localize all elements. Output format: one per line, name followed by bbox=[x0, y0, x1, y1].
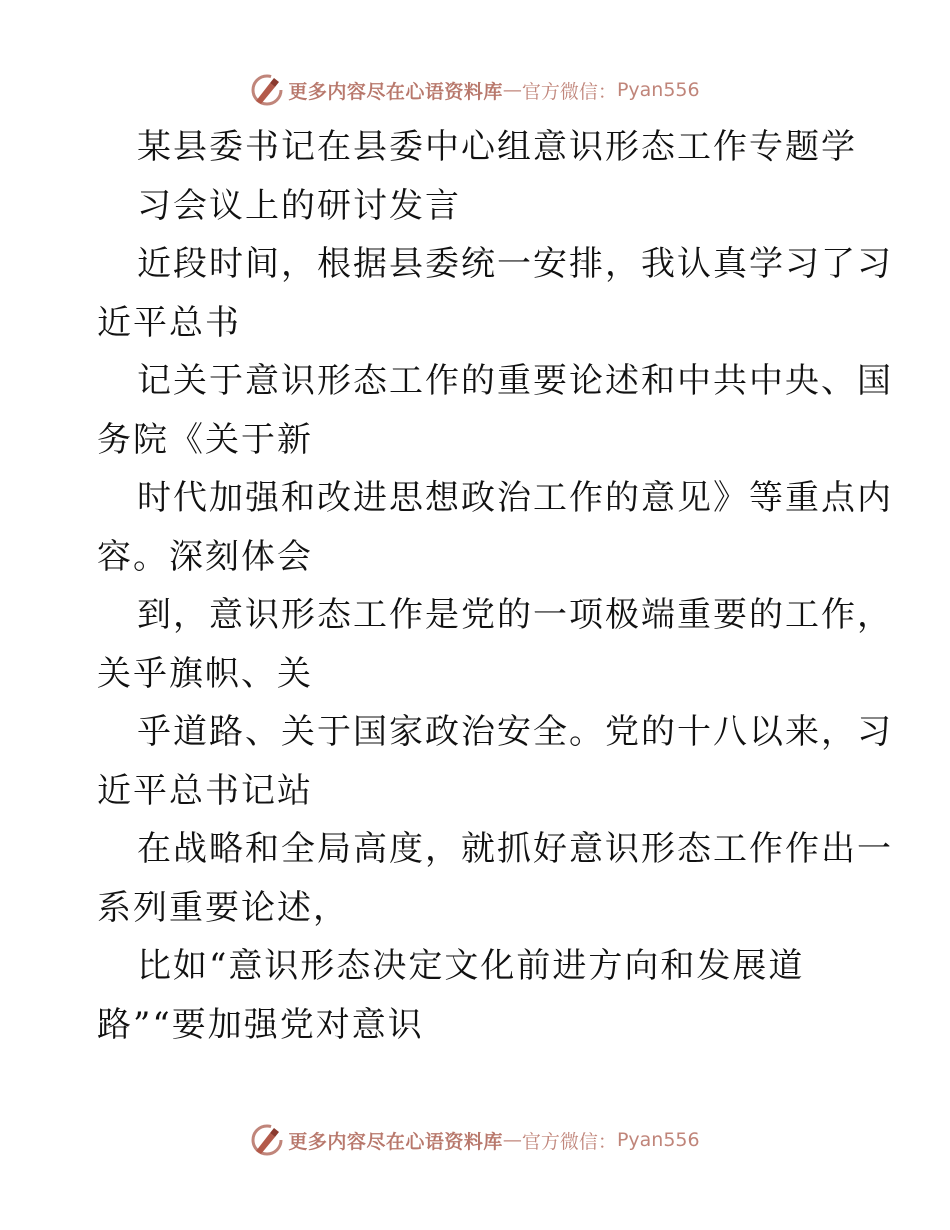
footer-brand-text: 更多内容尽在心语资料库 bbox=[288, 1130, 503, 1153]
footer-dash: — bbox=[502, 1129, 522, 1151]
header-dash: — bbox=[502, 79, 522, 101]
paragraph-line: 近平总书记站 bbox=[97, 770, 313, 811]
paragraph-line: 务院《关于新 bbox=[97, 419, 313, 460]
document-title-line-2: 习会议上的研讨发言 bbox=[137, 185, 461, 226]
paragraph-line: 关乎旗帜、关 bbox=[97, 653, 313, 694]
paragraph-line: 记关于意识形态工作的重要论述和中共中央、国 bbox=[137, 361, 893, 401]
footer-wechat-label: 官方微信： bbox=[521, 1130, 617, 1153]
pen-logo-icon bbox=[250, 1123, 284, 1157]
paragraph-line: 近平总书 bbox=[97, 302, 241, 343]
paragraph-line: 时代加强和改进思想政治工作的意见》等重点内 bbox=[137, 478, 893, 518]
paragraph-line: 到，意识形态工作是党的一项极端重要的工作， bbox=[137, 595, 893, 635]
header-banner-inner bbox=[250, 73, 699, 107]
paragraph-line: 在战略和全局高度，就抓好意识形态工作作出一 bbox=[137, 829, 893, 869]
paragraph-line: 路”“要加强党对意识 bbox=[97, 1004, 424, 1045]
paragraph-line: 比如“意识形态决定文化前进方向和发展道 bbox=[137, 946, 805, 986]
document-title-line-1: 某县委书记在县委中心组意识形态工作专题学 bbox=[137, 127, 857, 167]
header-banner bbox=[0, 70, 950, 110]
footer-banner bbox=[0, 1120, 950, 1160]
header-wechat-label: 官方微信： bbox=[521, 80, 617, 103]
paragraph-line: 乎道路、关于国家政治安全。党的十八以来，习 bbox=[137, 712, 893, 752]
paragraph-line: 近段时间，根据县委统一安排，我认真学习了习 bbox=[137, 244, 893, 284]
footer-banner-inner bbox=[250, 1123, 699, 1157]
pen-logo-icon bbox=[250, 73, 284, 107]
footer-wechat-id: Pyan556 bbox=[616, 1129, 700, 1151]
paragraph-line: 容。深刻体会 bbox=[97, 536, 313, 577]
paragraph-line: 系列重要论述， bbox=[97, 887, 349, 928]
header-wechat-id: Pyan556 bbox=[616, 79, 700, 101]
document-body bbox=[97, 118, 893, 1054]
header-brand-text: 更多内容尽在心语资料库 bbox=[288, 80, 503, 103]
